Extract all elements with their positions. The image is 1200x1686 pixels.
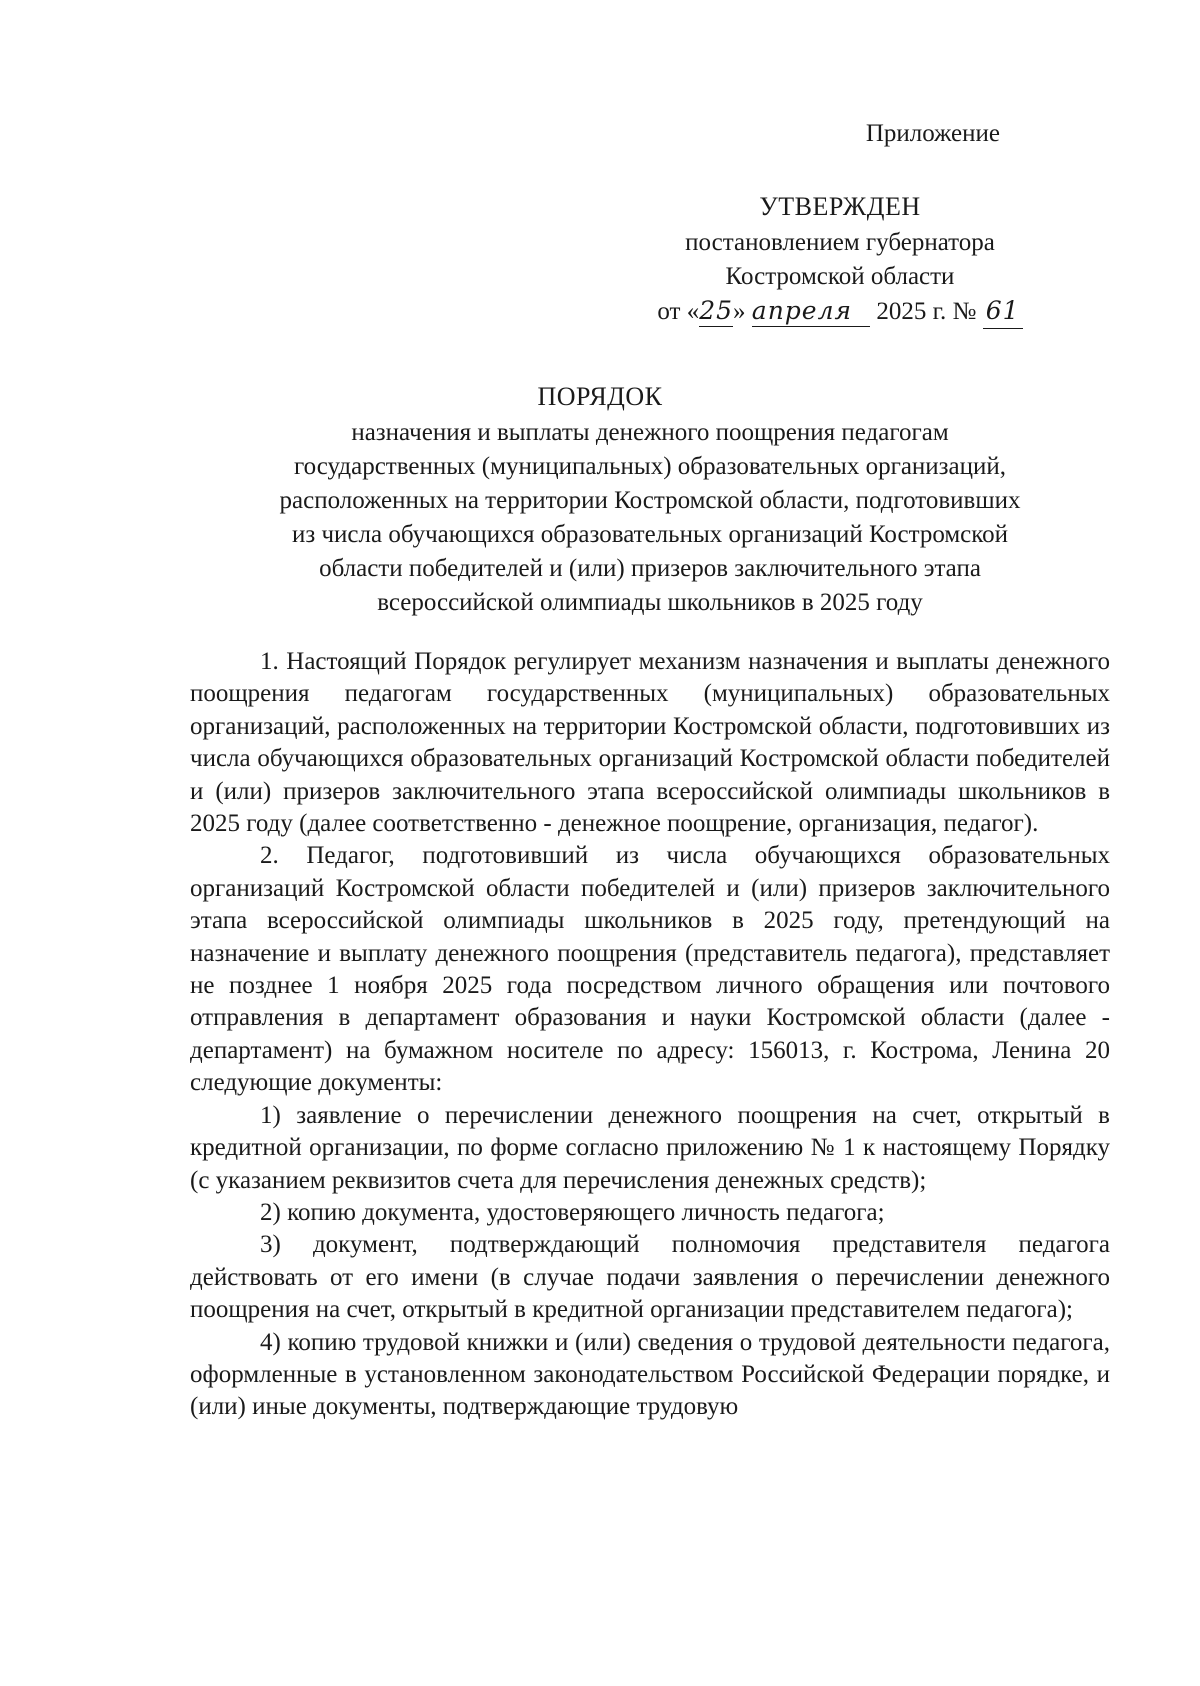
approved-by: постановлением губернатора [685, 229, 995, 256]
doc-number-handwritten: 61 [983, 294, 1023, 329]
list-item-3: 3) документ, подтверждающий полномочия представителя педагога действовать от его имени (в случае подачи заявления о перечислении денежного поощрения на счет, открытый в кредитной организации представителем педагога); [190, 1231, 1110, 1324]
appendix-label: Приложение [865, 120, 1000, 147]
list-item-1: 1) заявление о перечислении денежного поощрения на счет, открытый в кредитной организации, по форме согласно приложению № 1 к настоящему Порядку (с указанием реквизитов счета для перечисления денежных средств); [190, 1101, 1110, 1194]
subtitle-line: назначения и выплаты денежного поощрения педагогам [351, 419, 949, 446]
date-mid: » [733, 298, 746, 325]
document-body [190, 646, 1110, 1424]
subtitle-line: расположенных на территории Костромской области, подготовивших [279, 487, 1021, 514]
document-title: ПОРЯДОК [537, 382, 663, 411]
date-day-handwritten: 25 [699, 296, 734, 325]
subtitle-line: всероссийской олимпиады школьников в 2025 году [377, 589, 923, 616]
date-year: 2025 г. № [876, 298, 977, 325]
document-subtitle [190, 416, 1110, 620]
subtitle-line: области победителей и (или) призеров заключительного этапа [319, 555, 981, 582]
approved-region: Костромской области [725, 263, 955, 290]
subtitle-line: государственных (муниципальных) образовательных организаций, [293, 453, 1007, 480]
subtitle-line: из числа обучающихся образовательных организаций Костромской [291, 521, 1009, 548]
date-prefix: от « [657, 298, 700, 325]
approval-date-line [560, 294, 1120, 329]
paragraph-1: 1. Настоящий Порядок регулирует механизм назначения и выплаты денежного поощрения педагогам государственных (муниципальных) образовательных организаций, расположенных на территории Костромской области, подготовивших из числа обучающихся образовательных организаций Костромской области победителей и (или) призеров заключительного этапа всероссийской олимпиады школьников в 2025 году (далее соответственно - денежное поощрение, организация, педагог). [190, 648, 1110, 838]
approved-heading: УТВЕРЖДЕН [759, 192, 921, 221]
list-item-4: 4) копию трудовой книжки и (или) сведения о трудовой деятельности педагога, оформленные в установленном законодательством Российской Федерации порядке, и (или) иные документы, подтверждающие трудовую [190, 1328, 1110, 1421]
list-item-2: 2) копию документа, удостоверяющего личность педагога; [260, 1198, 885, 1226]
paragraph-2: 2. Педагог, подготовивший из числа обучающихся образовательных организаций Костромской области победителей и (или) призеров заключительного этапа всероссийской олимпиады школьников в 2025 году, претендующий на назначение и выплату денежного поощрения (представитель педагога), представляет не позднее 1 ноября 2025 года посредством личного обращения или почтового отправления в департамент образования и науки Костромской области (далее - департамент) на бумажном носителе по адресу: 156013, г. Кострома, Ленина 20 следующие документы: [190, 842, 1110, 1097]
date-month-handwritten: апреля [752, 296, 870, 327]
